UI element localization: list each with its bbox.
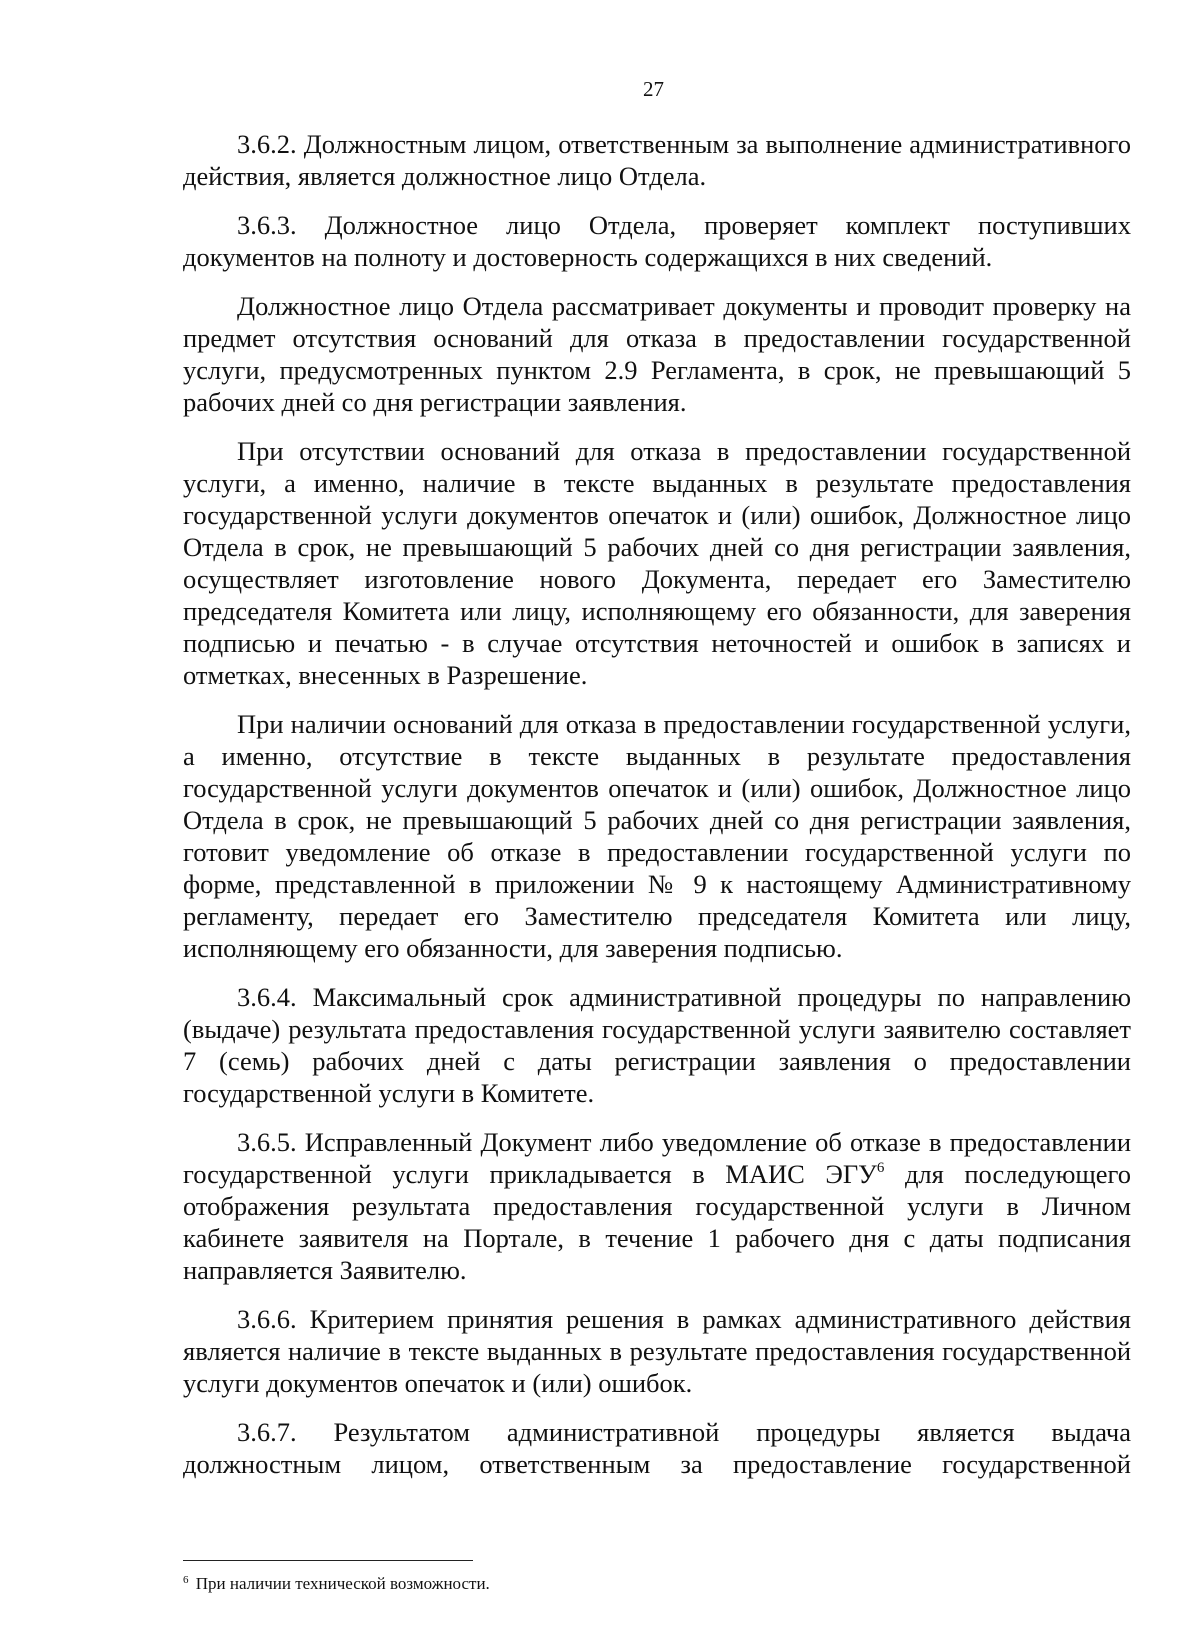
paragraph-review-documents: Должностное лицо Отдела рассматривает документы и проводит проверку на предмет отсутствия оснований для отказа в предоставлении государственной услуги, предусмотренных пунктом 2.9 Регламента, в срок, не превышающий 5 рабочих дней со дня регистрации заявления. (183, 291, 1131, 417)
footnote-divider (183, 1560, 473, 1561)
paragraph-no-grounds-for-refusal: При отсутствии оснований для отказа в предоставлении государственной услуги, а именно, наличие в тексте выданных в результате предоставления государственной услуги документов опечаток и (или) ошибок, Должностное лицо Отдела в срок, не превышающий 5 рабочих дней со дня регистрации заявления, осуществляет изготовление нового Документа, передает его Заместителю председателя Комитета или лицу, исполняющему его обязанности, для заверения подписью и печатью - в случае отсутствия неточностей и ошибок в записях и отметках, внесенных в Разрешение. (183, 436, 1131, 690)
footnote-mark: 6 (183, 1574, 189, 1586)
paragraph-3-6-3: 3.6.3. Должностное лицо Отдела, проверяет комплект поступивших документов на полноту и достоверность содержащихся в них сведений. (183, 210, 1131, 272)
paragraph-grounds-for-refusal: При наличии оснований для отказа в предоставлении государственной услуги, а именно, отсутствие в тексте выданных в результате предоставления государственной услуги документов опечаток и (или) ошибок, Должностное лицо Отдела в срок, не превышающий 5 рабочих дней со дня регистрации заявления, готовит уведомление об отказе в предоставлении государственной услуги по форме, представленной в приложении № 9 к настоящему Административному регламенту, передает его Заместителю председателя Комитета или лицу, исполняющему его обязанности, для заверения подписью. (183, 709, 1131, 963)
paragraph-3-6-6: 3.6.6. Критерием принятия решения в рамках административного действия является наличие в тексте выданных в результате предоставления государственной услуги документов опечаток и (или) ошибок. (183, 1304, 1131, 1398)
footnote-reference: 6 (876, 1160, 885, 1176)
page-number: 27 (643, 77, 664, 101)
paragraph-3-6-5 (183, 1126, 1131, 1286)
footnote-text: При наличии технической возможности. (191, 1574, 490, 1593)
paragraph-3-6-5-text-after: для последующего отображения результата предоставления государственной услуги в Личном кабинете заявителя на Портале, в течение 1 рабочего дня с даты подписания направляется Заявителю. (183, 1159, 1132, 1285)
paragraph-3-6-7: 3.6.7. Результатом административной процедуры является выдача должностным лицом, ответственным за предоставление государственной (183, 1417, 1131, 1479)
paragraph-3-6-5-text-before: 3.6.5. Исправленный Документ либо уведомление об отказе в предоставлении государственной услуги прикладывается в МАИС ЭГУ (183, 1127, 1131, 1189)
paragraph-3-6-2: 3.6.2. Должностным лицом, ответственным за выполнение административного действия, является должностное лицо Отдела. (183, 129, 1131, 191)
body-text (183, 128, 1131, 1497)
footnote (183, 1574, 490, 1594)
paragraph-3-6-4: 3.6.4. Максимальный срок административной процедуры по направлению (выдаче) результата предоставления государственной услуги заявителю составляет 7 (семь) рабочих дней с даты регистрации заявления о предоставлении государственной услуги в Комитете. (183, 982, 1131, 1108)
